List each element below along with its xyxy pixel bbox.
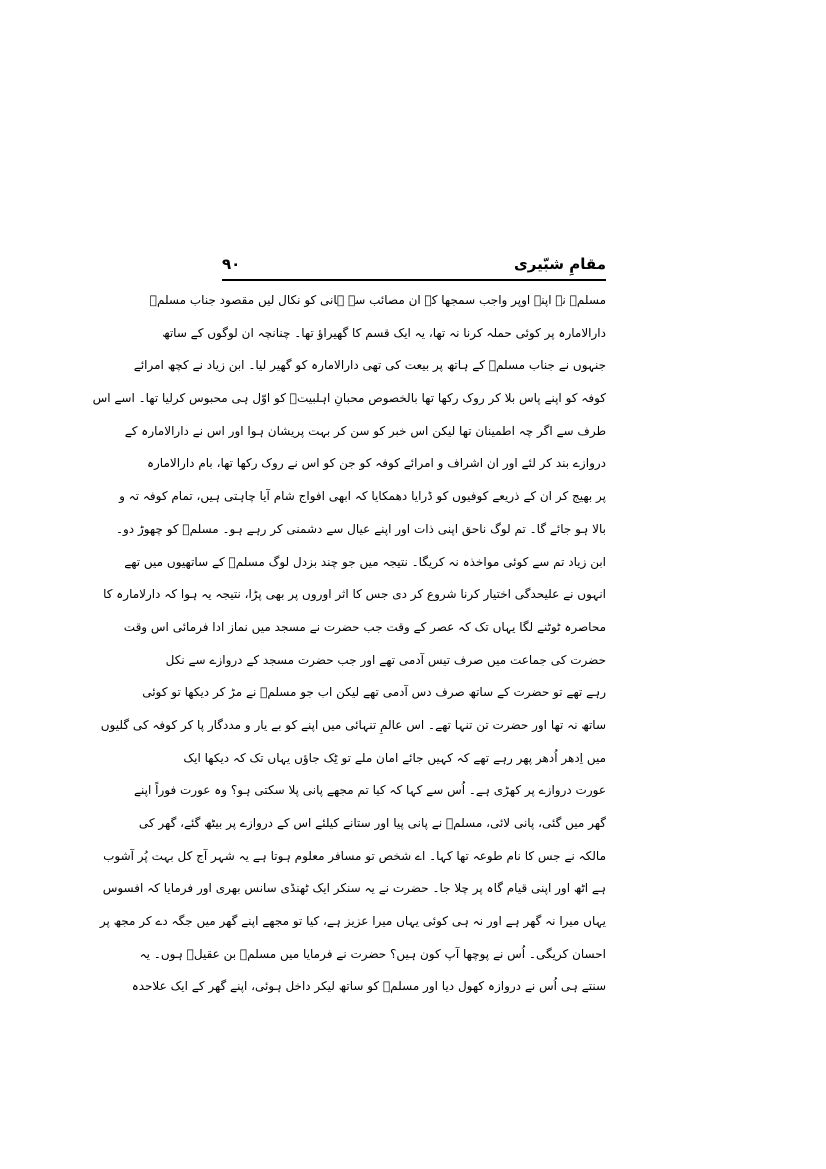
page-header <box>222 252 606 276</box>
text-line: ہے اٹھ اور اپنی قیام گاہ پر چلا جا۔ حضرت نے یہ سنکر ایک ٹھنڈی سانس بھری اور فرمایا کہ افسوس <box>102 881 606 896</box>
text-line: گھر میں گئی، پانی لائی، مسلمؑ نے پانی پیا اور ستانے کیلئے اس کے دروازے پر بیٹھ گئے، گھر کی <box>138 816 606 830</box>
text-line: ابن زیاد تم سے کوئی مواخذہ نہ کریگا۔ نتیجہ میں جو چند بزدل لوگ مسلمؑ کے ساتھیوں میں تھے <box>124 554 606 569</box>
text-line: احسان کریگی۔ اُس نے پوچھا آپ کون ہیں؟ حضرت نے فرمایا میں مسلمؑ بن عقیلؑ ہوں۔ یہ <box>139 946 606 961</box>
text-line: دارالامارہ پر کوئی حملہ کرنا نہ تھا، یہ ایک قسم کا گھیراؤ تھا۔ چنانچہ ان لوگوں کے ساتھ <box>162 325 606 340</box>
text-line: ساتھ نہ تھا اور حضرت تن تنہا تھے۔ اس عالمِ تنہائی میں اپنے کو بے یار و مددگار پا کر کوفہ کی گلیوں <box>100 717 606 732</box>
running-title: مقامِ شبّیری <box>513 255 606 273</box>
text-line: دروازے بند کر لئے اور ان اشراف و امرائے کوفہ کو جن کو اس نے روک رکھا تھا، بام دارالامارہ <box>146 456 606 471</box>
text-line: حضرت کی جماعت میں صرف تیس آدمی تھے اور جب حضرت مسجد کے دروازے سے نکل <box>165 652 606 667</box>
text-line: پر بھیج کر ان کے ذریعے کوفیوں کو ڈرایا دھمکایا کہ ابھی افواج شام آیا چاہتی ہیں، تمام کوفہ تہ و <box>119 489 606 504</box>
text-line: رہے تھے تو حضرت کے ساتھ صرف دس آدمی تھے لیکن اب جو مسلمؑ نے مڑ کر دیکھا تو کوئی <box>142 685 606 700</box>
text-line: مالکہ نے جس کا نام طوعہ تھا کہا۔ اے شخص تو مسافر معلوم ہوتا ہے یہ شہر آج کل بہت پُر آشوب <box>103 848 606 863</box>
text-line: مسلمؑ نے اپنے اوپر واجب سمجھا کہ ان مصائب سے ہانی کو نکال لیں مقصود جناب مسلمؑ <box>149 293 606 307</box>
text-line: انہوں نے علیحدگی اختیار کرنا شروع کر دی جس کا اثر اوروں پر بھی پڑا، نتیجہ یہ ہوا کہ دارلامارہ کا <box>103 587 606 602</box>
page-number: ۹۰ <box>222 255 241 273</box>
text-line: یہاں میرا نہ گھر ہے اور نہ ہی کوئی یہاں میرا عزیز ہے، کیا تو مجھے اپنے گھر میں جگہ دے کر مجھ پر <box>99 914 606 929</box>
text-line: میں اِدھر اُدھر پھر رہے تھے کہ کہیں جائے امان ملے تو ٹِک جاؤں یہاں تک کہ دیکھا ایک <box>183 750 606 765</box>
text-line: کوفہ کو اپنے پاس بلا کر روک رکھا تھا بالخصوص محبانِ اہلبیتؑ کو اوّل ہی محبوس کرلیا تھا۔ اسے اس <box>92 391 606 406</box>
header-divider <box>222 279 606 281</box>
text-line: محاصرہ ٹوٹنے لگا یہاں تک کہ عصر کے وقت جب حضرت نے مسجد میں نماز ادا فرمائی اس وقت <box>123 619 606 634</box>
body-text <box>92 284 606 1003</box>
text-line: سنتے ہی اُس نے دروازہ کھول دیا اور مسلمؑ کو ساتھ لیکر داخل ہوئی، اپنے گھر کے ایک علاحدہ <box>131 979 606 994</box>
text-line: جنہوں نے جناب مسلمؑ کے ہاتھ پر بیعت کی تھی دارالامارہ کو گھیر لیا۔ ابن زیاد نے کچھ امرائے <box>133 358 606 373</box>
text-line: عورت دروازے پر کھڑی ہے۔ اُس سے کہا کہ کیا تم مجھے پانی پلا سکتی ہو؟ وہ عورت فوراً اپنے <box>133 783 606 798</box>
text-line: طرف سے اگر چہ اطمینان تھا لیکن اس خبر کو سن کر بہت پریشان ہوا اور اس نے دارالامارہ کے <box>124 423 606 438</box>
text-line: بالا ہو جائے گا۔ تم لوگ ناحق اپنی ذات اور اپنے عیال سے دشمنی کر رہے ہو۔ مسلمؑ کو چھوڑ دو۔ <box>115 521 606 536</box>
